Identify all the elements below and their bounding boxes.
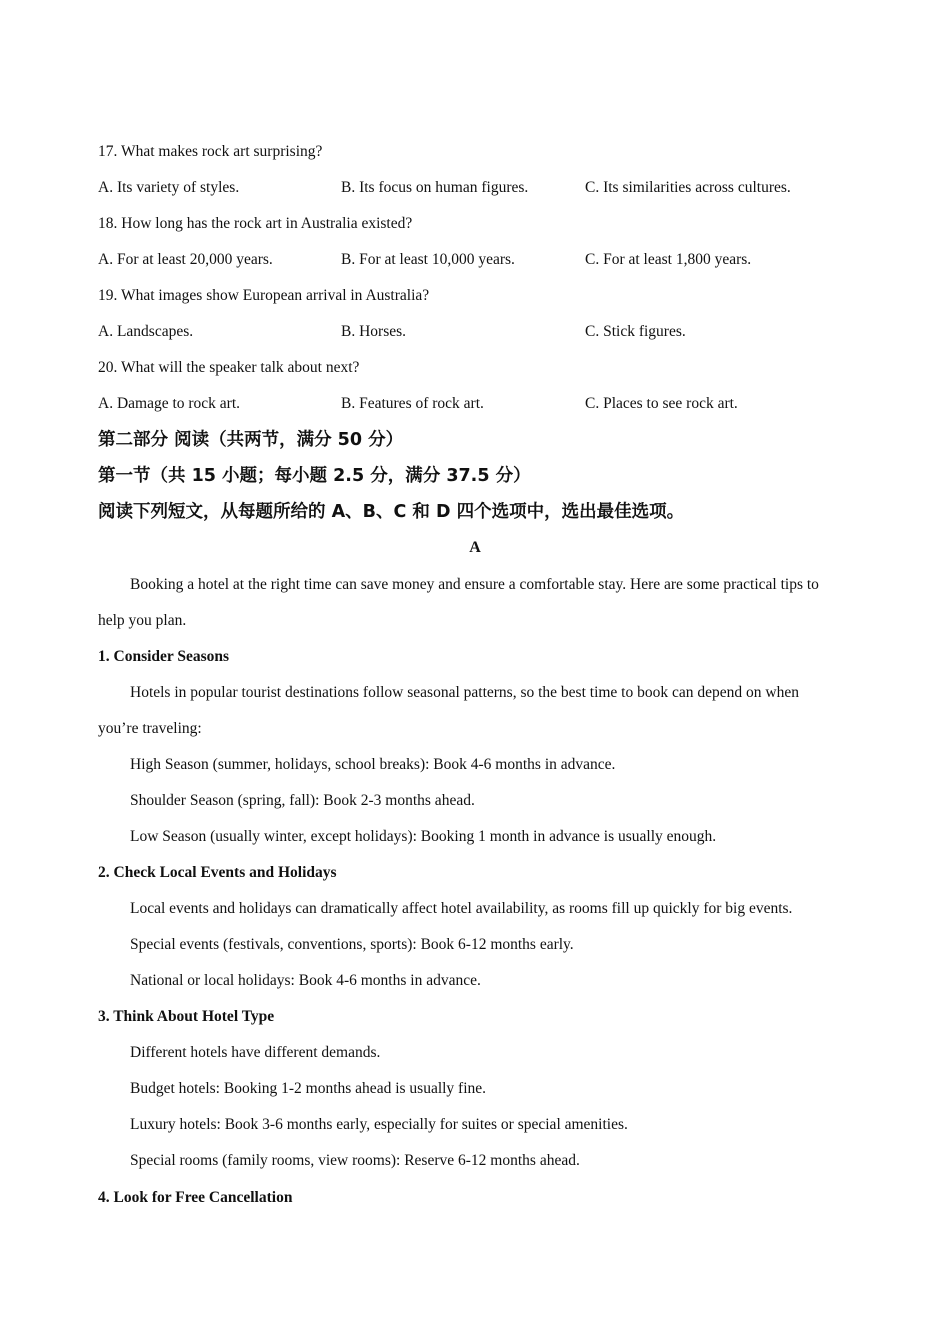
question-20-text: 20. What will the speaker talk about next? <box>98 359 360 376</box>
option-c: C. Stick figures. <box>585 323 686 340</box>
section-1-line: you’re traveling: <box>98 720 202 737</box>
question-19-options <box>0 314 950 350</box>
section-3-line: Budget hotels: Booking 1-2 months ahead is usually fine. <box>130 1080 487 1097</box>
intro-line-2: help you plan. <box>98 612 187 629</box>
section-1-line: Low Season (usually winter, except holidays): Booking 1 month in advance is usually enough. <box>130 828 717 845</box>
section-2-line: National or local holidays: Book 4-6 months in advance. <box>130 972 481 989</box>
question-18-text: 18. How long has the rock art in Australia existed? <box>98 215 413 232</box>
option-a: A. Its variety of styles. <box>98 179 240 196</box>
option-a: A. For at least 20,000 years. <box>98 251 273 268</box>
option-c: C. Its similarities across cultures. <box>585 179 791 196</box>
passage-letter: A <box>469 539 481 556</box>
option-b: B. Horses. <box>341 323 407 340</box>
section-3-title: 3. Think About Hotel Type <box>98 1008 275 1025</box>
intro-line-1: Booking a hotel at the right time can save money and ensure a comfortable stay. Here are some practical tips to <box>130 576 819 593</box>
section-heading: 第一节（共 15 小题；每小题 2.5 分，满分 37.5 分） <box>98 466 531 486</box>
section-2-line: Special events (festivals, conventions, sports): Book 6-12 months early. <box>130 936 574 953</box>
question-17-options <box>0 170 950 206</box>
question-19-text: 19. What images show European arrival in Australia? <box>98 287 430 304</box>
section-1-title: 1. Consider Seasons <box>98 648 230 665</box>
option-c: C. Places to see rock art. <box>585 395 738 412</box>
section-1-line: Hotels in popular tourist destinations follow seasonal patterns, so the best time to book can depend on when <box>130 684 799 701</box>
part-heading: 第二部分 阅读（共两节，满分 50 分） <box>98 430 404 450</box>
option-a: A. Damage to rock art. <box>98 395 241 412</box>
question-18-options <box>0 242 950 278</box>
option-a: A. Landscapes. <box>98 323 194 340</box>
question-20-options <box>0 386 950 422</box>
section-2-line: Local events and holidays can dramatically affect hotel availability, as rooms fill up quickly for big events. <box>130 900 793 917</box>
option-b: B. Features of rock art. <box>341 395 484 412</box>
section-4-title: 4. Look for Free Cancellation <box>98 1189 293 1206</box>
section-3-line: Different hotels have different demands. <box>130 1044 381 1061</box>
section-3-line: Luxury hotels: Book 3-6 months early, especially for suites or special amenities. <box>130 1116 628 1133</box>
instruction: 阅读下列短文，从每题所给的 A、B、C 和 D 四个选项中，选出最佳选项。 <box>98 502 685 522</box>
option-c: C. For at least 1,800 years. <box>585 251 752 268</box>
question-17-text: 17. What makes rock art surprising? <box>98 143 323 160</box>
section-3-line: Special rooms (family rooms, view rooms): Reserve 6-12 months ahead. <box>130 1152 580 1169</box>
section-1-line: High Season (summer, holidays, school breaks): Book 4-6 months in advance. <box>130 756 616 773</box>
section-1-line: Shoulder Season (spring, fall): Book 2-3 months ahead. <box>130 792 475 809</box>
option-b: B. Its focus on human figures. <box>341 179 529 196</box>
option-b: B. For at least 10,000 years. <box>341 251 515 268</box>
section-2-title: 2. Check Local Events and Holidays <box>98 864 337 881</box>
